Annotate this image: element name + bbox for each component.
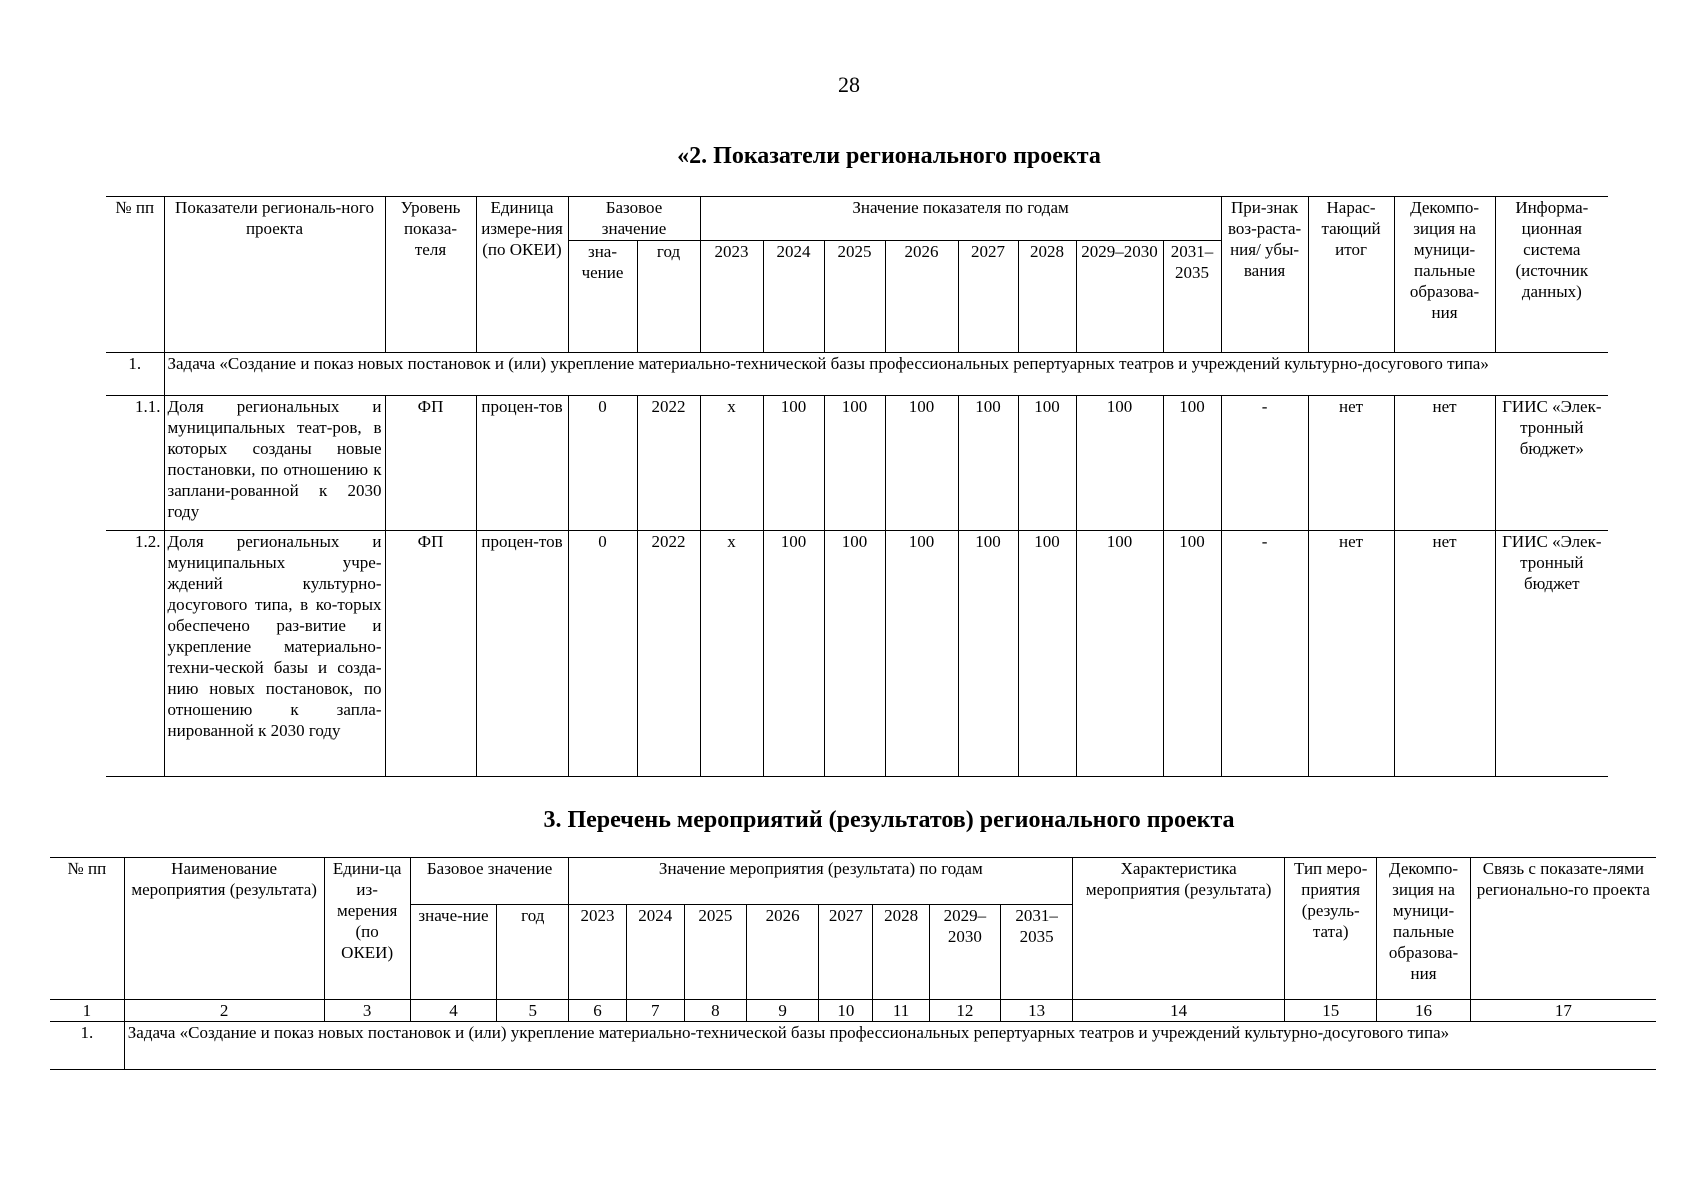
header-year: 2029–2030 — [1076, 241, 1163, 353]
row-base-year: 2022 — [637, 396, 700, 531]
row-year-value: 100 — [824, 396, 885, 531]
indicators-table-title: «2. Показатели регионального проекта — [677, 143, 1101, 169]
header-values-by-years: Значение показателя по годам — [700, 197, 1221, 241]
header-cumulative: Нарас-тающий итог — [1308, 197, 1394, 353]
task-num: 1. — [50, 1022, 124, 1070]
activities-table-title: 3. Перечень мероприятий (результатов) регионального проекта — [543, 807, 1235, 833]
task-num: 1. — [106, 353, 164, 396]
row-sign: - — [1221, 531, 1308, 777]
header-values-by-years: Значение мероприятия (результата) по годам — [569, 858, 1073, 905]
header-year: 2028 — [873, 905, 929, 1000]
row-level: ФП — [385, 531, 476, 777]
column-number: 14 — [1073, 1000, 1285, 1022]
header-decomposition: Декомпо-зиция на муници-пальные образова-ния — [1394, 197, 1495, 353]
column-number: 1 — [50, 1000, 124, 1022]
row-year-value: 100 — [763, 531, 824, 777]
row-num: 1.1. — [106, 396, 164, 531]
row-decomposition: нет — [1394, 531, 1495, 777]
row-level: ФП — [385, 396, 476, 531]
indicators-table — [106, 196, 1608, 777]
header-year: 2031–2035 — [1163, 241, 1221, 353]
row-info-system: ГИИС «Элек-тронный бюджет» — [1495, 396, 1608, 531]
row-year-value: 100 — [1076, 396, 1163, 531]
row-sign: - — [1221, 396, 1308, 531]
header-year: 2029–2030 — [929, 905, 1000, 1000]
row-year-value: х — [700, 396, 763, 531]
row-unit: процен-тов — [476, 396, 568, 531]
header-year: 2024 — [626, 905, 684, 1000]
page-number: 28 — [838, 72, 860, 97]
activities-table — [50, 857, 1656, 1070]
header-type: Тип меро-приятия (резуль-тата) — [1285, 858, 1377, 1000]
header-year: 2026 — [885, 241, 958, 353]
header-year: 2025 — [824, 241, 885, 353]
row-year-value: 100 — [1076, 531, 1163, 777]
header-year: 2027 — [819, 905, 873, 1000]
row-info-system: ГИИС «Элек-тронный бюджет — [1495, 531, 1608, 777]
row-year-value: 100 — [958, 531, 1018, 777]
row-base-year: 2022 — [637, 531, 700, 777]
header-info-system: Информа-ционная система (источник данных) — [1495, 197, 1608, 353]
header-year: 2025 — [684, 905, 746, 1000]
row-cumulative: нет — [1308, 531, 1394, 777]
header-base-value: значе-ние — [410, 905, 496, 1000]
column-number: 12 — [929, 1000, 1000, 1022]
task-text: Задача «Создание и показ новых постановок и (или) укрепление материально-технической базы профессиональных репертуарных театров и учреждений культурно-досугового типа» — [164, 353, 1608, 396]
header-year: 2023 — [700, 241, 763, 353]
column-number: 13 — [1000, 1000, 1072, 1022]
row-year-value: х — [700, 531, 763, 777]
header-activity-name: Наименование мероприятия (результата) — [124, 858, 324, 1000]
header-level: Уровень показа-теля — [385, 197, 476, 353]
header-base: Базовое значение — [410, 858, 569, 905]
row-num: 1.2. — [106, 531, 164, 777]
column-number: 5 — [497, 1000, 569, 1022]
header-year: 2024 — [763, 241, 824, 353]
column-number: 6 — [569, 1000, 626, 1022]
row-year-value: 100 — [885, 531, 958, 777]
task-text: Задача «Создание и показ новых постановок и (или) укрепление материально-технической базы профессиональных репертуарных театров и учреждений культурно-досугового типа» — [124, 1022, 1656, 1070]
row-year-value: 100 — [885, 396, 958, 531]
row-year-value: 100 — [1163, 396, 1221, 531]
column-number: 17 — [1470, 1000, 1656, 1022]
column-number: 4 — [410, 1000, 496, 1022]
column-number: 15 — [1285, 1000, 1377, 1022]
header-sign: При-знак воз-раста-ния/ убы-вания — [1221, 197, 1308, 353]
header-year: 2027 — [958, 241, 1018, 353]
row-year-value: 100 — [1018, 531, 1076, 777]
header-link: Связь с показате-лями регионально-го проекта — [1470, 858, 1656, 1000]
row-cumulative: нет — [1308, 396, 1394, 531]
header-num: № пп — [50, 858, 124, 1000]
column-number: 8 — [684, 1000, 746, 1022]
header-decomposition: Декомпо-зиция на муници-пальные образова-ния — [1377, 858, 1470, 1000]
row-year-value: 100 — [824, 531, 885, 777]
row-year-value: 100 — [1018, 396, 1076, 531]
header-unit: Единица измере-ния (по ОКЕИ) — [476, 197, 568, 353]
column-number: 16 — [1377, 1000, 1470, 1022]
row-decomposition: нет — [1394, 396, 1495, 531]
row-indicator-name: Доля региональных и муниципальных учре-ждений культурно-досугового типа, в ко-торых обеспечено раз-витие и укрепление материально-техни-ческой базы и созда-нию новых постановок, по отношению к запла-нированной к 2030 году — [164, 531, 385, 777]
column-number: 11 — [873, 1000, 929, 1022]
row-year-value: 100 — [763, 396, 824, 531]
column-number: 3 — [324, 1000, 410, 1022]
header-num: № пп — [106, 197, 164, 353]
header-base-year: год — [497, 905, 569, 1000]
header-year: 2031–2035 — [1000, 905, 1072, 1000]
header-year: 2028 — [1018, 241, 1076, 353]
row-base-value: 0 — [568, 396, 637, 531]
header-year: 2023 — [569, 905, 626, 1000]
row-unit: процен-тов — [476, 531, 568, 777]
row-year-value: 100 — [958, 396, 1018, 531]
row-year-value: 100 — [1163, 531, 1221, 777]
header-base-year: год — [637, 241, 700, 353]
column-number: 2 — [124, 1000, 324, 1022]
header-base-value: зна-чение — [568, 241, 637, 353]
header-characteristic: Характеристика мероприятия (результата) — [1073, 858, 1285, 1000]
column-number: 9 — [747, 1000, 819, 1022]
header-indicator-name: Показатели региональ-ного проекта — [164, 197, 385, 353]
row-base-value: 0 — [568, 531, 637, 777]
header-year: 2026 — [747, 905, 819, 1000]
column-number: 7 — [626, 1000, 684, 1022]
column-number: 10 — [819, 1000, 873, 1022]
row-indicator-name: Доля региональных и муниципальных теат-ров, в которых созданы новые постановки, по отношению к заплани-рованной к 2030 году — [164, 396, 385, 531]
header-base: Базовое значение — [568, 197, 700, 241]
header-unit: Едини-ца из-мерения (по ОКЕИ) — [324, 858, 410, 1000]
